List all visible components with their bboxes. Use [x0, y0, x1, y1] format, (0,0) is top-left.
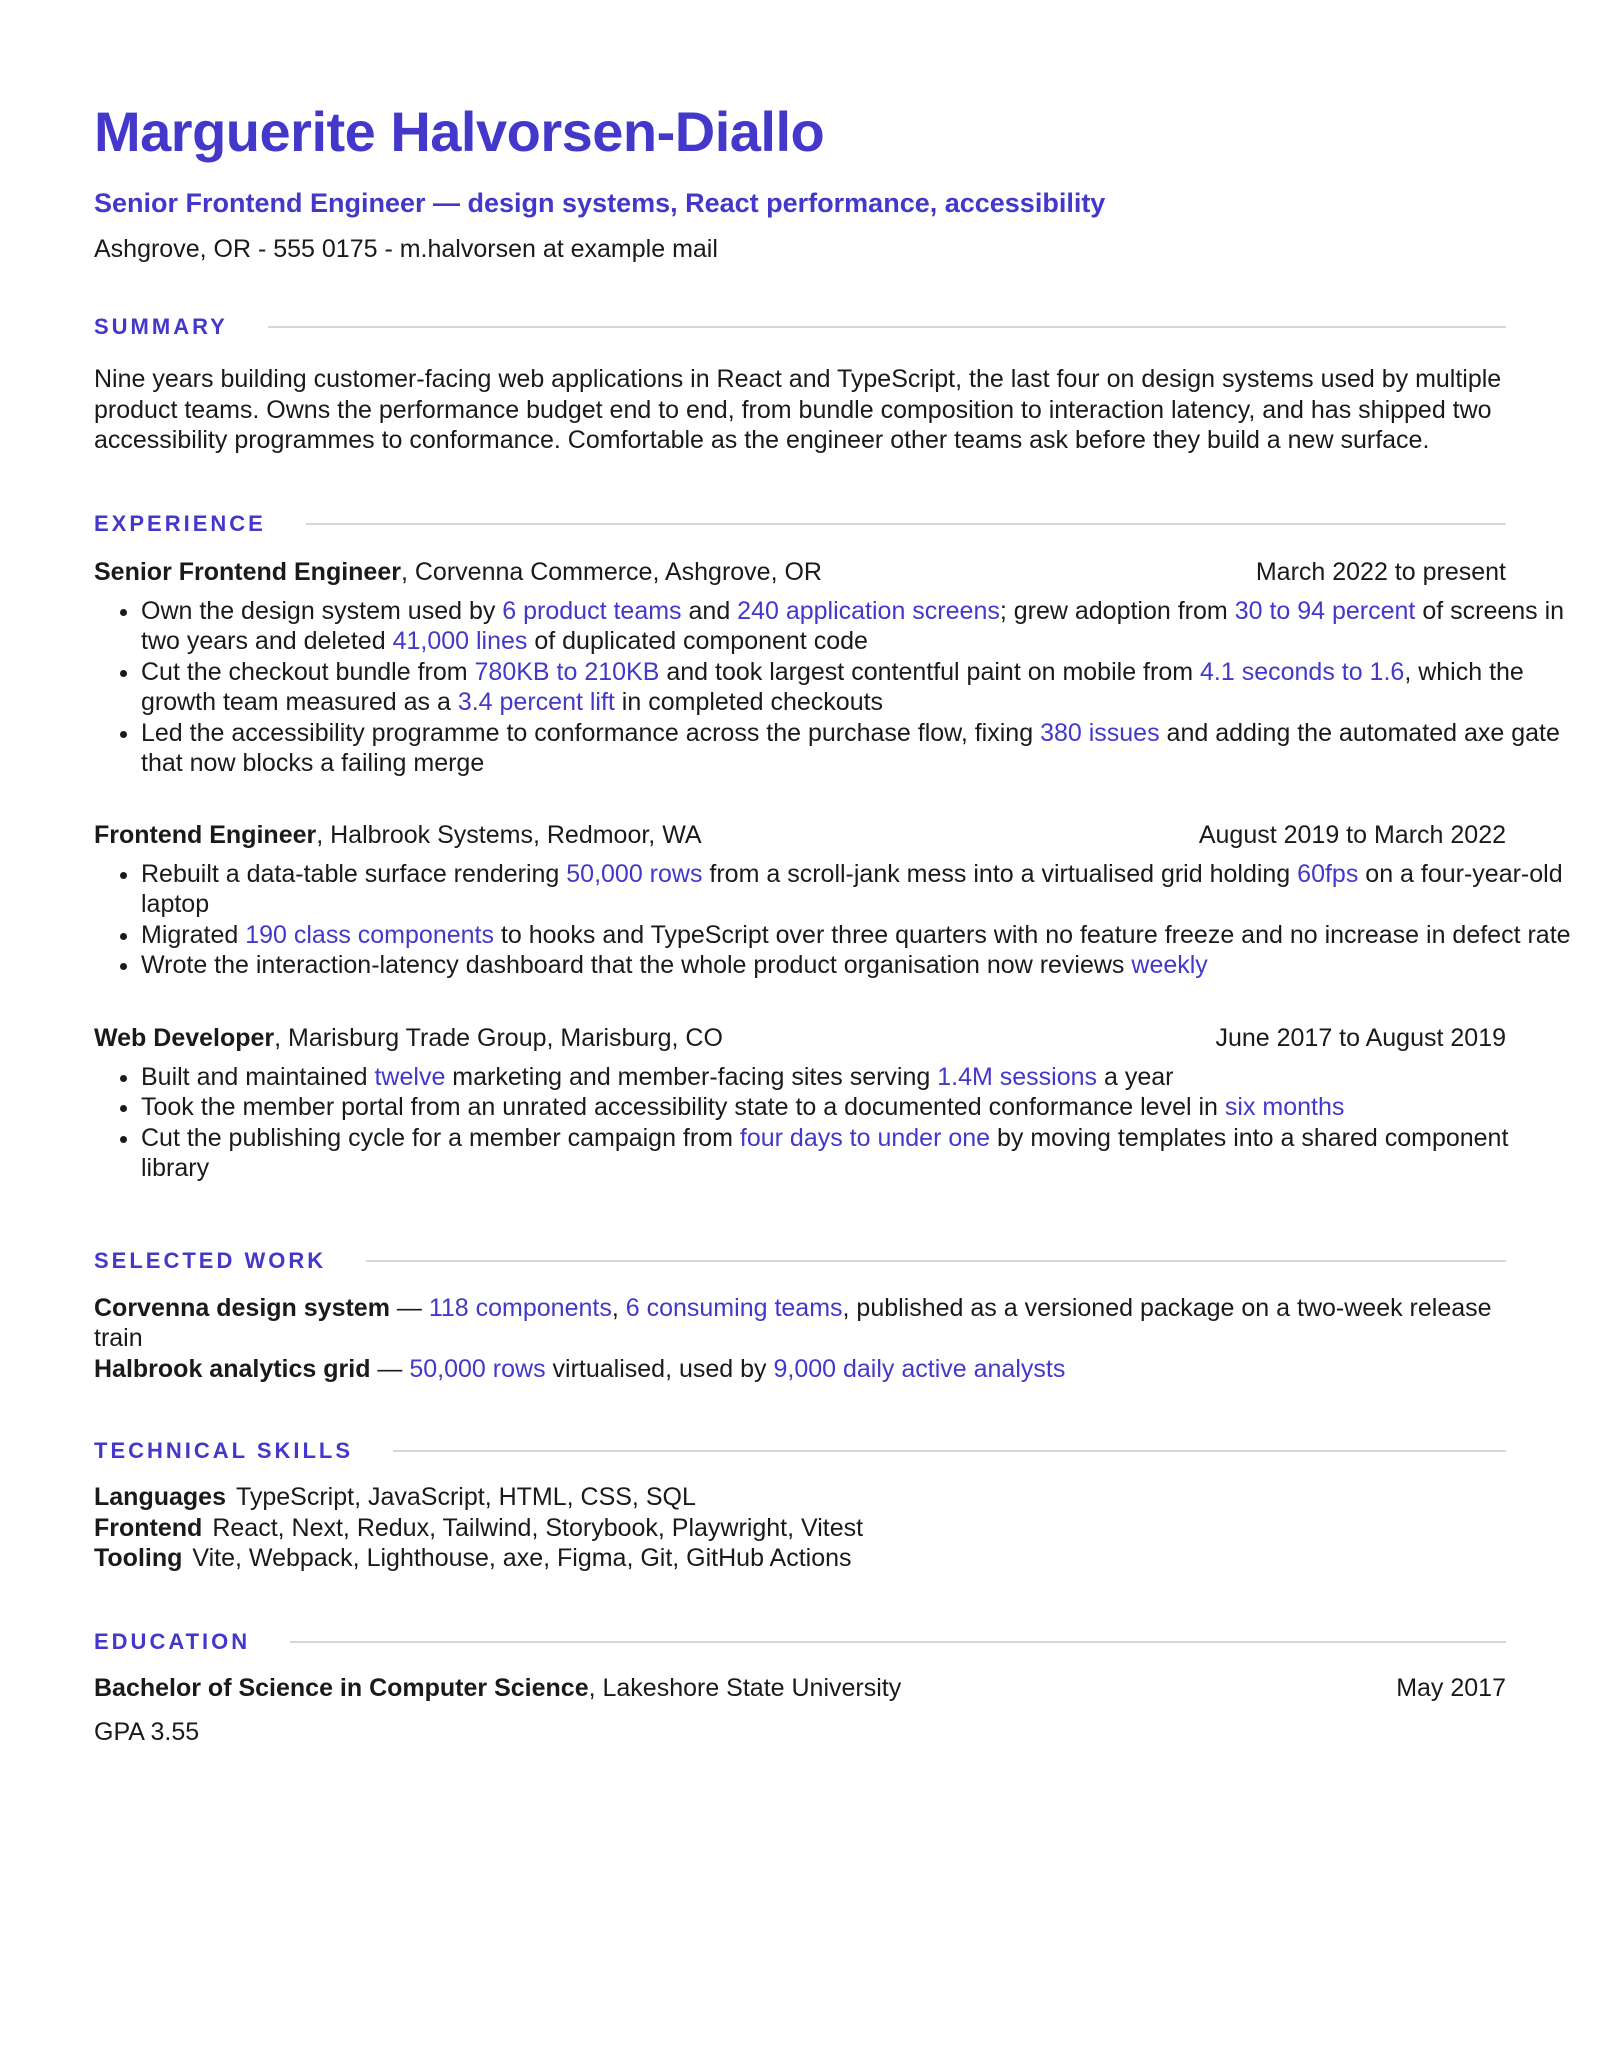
bullet-item	[141, 1062, 1578, 1093]
bullet-item	[141, 950, 1578, 981]
highlight-metric: 50,000 rows	[566, 859, 703, 888]
education-header	[94, 1627, 1506, 1657]
text-run: of duplicated component code	[527, 627, 868, 655]
text-run: —	[370, 1354, 410, 1383]
text-run: and	[681, 596, 738, 625]
skill-value: React, Next, Redux, Tailwind, Storybook, Playwright, Vitest	[212, 1513, 864, 1542]
bullet-item	[141, 920, 1578, 951]
summary-title: SUMMARY	[94, 314, 228, 339]
gpa: GPA 3.55	[94, 1717, 200, 1746]
highlight-metric: 60fps	[1297, 859, 1359, 888]
summary-header	[94, 312, 1506, 342]
job-title-line	[94, 820, 702, 850]
highlight-metric: four days to under one	[739, 1123, 991, 1152]
candidate-name: Marguerite Halvorsen-Diallo	[94, 100, 825, 163]
experience-title: EXPERIENCE	[94, 510, 266, 536]
job-entry	[94, 820, 1571, 981]
highlight-metric: 118 components	[428, 1293, 612, 1322]
education-title: EDUCATION	[94, 1628, 251, 1654]
work-item	[94, 1354, 1506, 1385]
degree-line	[94, 1673, 901, 1703]
work-item	[94, 1293, 1506, 1354]
text-run: Cut the publishing cycle for a member campaign from	[141, 1123, 740, 1152]
summary-text: Nine years building customer-facing web applications in React and TypeScript, the last four on design systems used by multiple product teams. Owns the performance budget end to end, from bundle composition to interaction latency, and has shipped two accessibility programmes to conformance. Comfortable as the engineer other teams ask before they build a new surface.	[94, 365, 1502, 454]
selected-work-section	[94, 1246, 1506, 1385]
graduation-date: May 2017	[1396, 1673, 1506, 1702]
education-entry	[94, 1673, 1506, 1703]
job-bullets	[94, 859, 1578, 981]
highlight-metric: 30 to 94 percent	[1234, 596, 1416, 625]
job-entry	[94, 1023, 1509, 1184]
text-run: virtualised, used by	[545, 1354, 774, 1383]
highlight-metric: 50,000 rows	[409, 1354, 546, 1383]
selected-work-list	[94, 1293, 1506, 1385]
highlight-metric: 190 class components	[245, 920, 494, 949]
highlight-metric: 41,000 lines	[392, 627, 528, 655]
section-divider	[306, 523, 1506, 525]
experience-section	[94, 509, 1571, 1184]
job-role: Web Developer	[94, 1023, 275, 1052]
text-run: a year	[1097, 1062, 1174, 1091]
skill-row	[94, 1543, 1506, 1574]
skill-label: Frontend	[94, 1513, 203, 1542]
highlight-metric: 6 product teams	[502, 596, 682, 625]
text-run: ; grew adoption from	[999, 596, 1235, 625]
job-role: Frontend Engineer	[94, 820, 317, 849]
selected-work-title: SELECTED WORK	[94, 1247, 327, 1273]
text-run: by moving templates into a shared component library	[141, 1123, 1509, 1182]
section-divider	[290, 1641, 1506, 1643]
summary-section	[94, 312, 1506, 456]
skill-value: TypeScript, JavaScript, HTML, CSS, SQL	[235, 1483, 696, 1511]
text-run: Built and maintained	[141, 1062, 375, 1091]
tagline: Senior Frontend Engineer — design systems, React performance, accessibility	[94, 188, 1106, 218]
highlight-metric: 6 consuming teams	[625, 1293, 843, 1322]
highlight-metric: 780KB to 210KB	[474, 657, 660, 686]
highlight-metric: 1.4M sessions	[937, 1062, 1098, 1091]
skills-section	[94, 1436, 1506, 1574]
education-section	[94, 1627, 1506, 1747]
skill-row	[94, 1482, 1506, 1513]
highlight-metric: 3.4 percent lift	[457, 688, 615, 716]
highlight-metric: twelve	[374, 1062, 446, 1091]
skill-label: Tooling	[94, 1544, 183, 1572]
skills-header	[94, 1436, 1506, 1466]
bullet-item	[141, 596, 1578, 657]
school: , Lakeshore State University	[588, 1673, 902, 1702]
degree: Bachelor of Science in Computer Science	[94, 1673, 589, 1702]
bullet-item	[141, 1123, 1578, 1184]
text-run: marketing and member-facing sites serving	[445, 1062, 938, 1091]
text-run: ,	[611, 1293, 626, 1322]
text-run: and adding the automated axe gate that now blocks a failing merge	[141, 718, 1560, 777]
skill-value: Vite, Webpack, Lighthouse, axe, Figma, Git, GitHub Actions	[192, 1544, 852, 1572]
text-run: Wrote the interaction-latency dashboard that the whole product organisation now reviews	[141, 951, 1132, 979]
bold-text: Corvenna design system	[94, 1293, 390, 1322]
job-bullets	[94, 1062, 1578, 1184]
job-header	[94, 820, 1506, 850]
text-run: and took largest contentful paint on mobile from	[659, 657, 1200, 686]
job-bullets	[94, 596, 1578, 779]
job-entry	[94, 557, 1565, 779]
highlight-metric: 240 application screens	[737, 596, 1000, 625]
text-run: , published as a versioned package on a two-week release train	[94, 1293, 1492, 1352]
section-divider	[268, 326, 1506, 328]
highlight-metric: 4.1 seconds to 1.6	[1200, 657, 1405, 686]
section-divider	[393, 1450, 1506, 1452]
skill-label: Languages	[94, 1483, 226, 1511]
text-run: on a four-year-old laptop	[141, 859, 1563, 918]
skills-list	[94, 1482, 1506, 1574]
highlight-metric: 9,000 daily active analysts	[773, 1354, 1066, 1383]
contact-line: Ashgrove, OR - 555 0175 - m.halvorsen at example mail	[94, 235, 718, 263]
job-org: , Halbrook Systems, Redmoor, WA	[316, 820, 702, 849]
text-run: of screens in two years and deleted	[141, 596, 1565, 655]
text-run: Led the accessibility programme to conformance across the purchase flow, fixing	[141, 718, 1041, 747]
highlight-metric: 380 issues	[1040, 718, 1160, 747]
text-run: , which the growth team measured as a	[141, 657, 1524, 716]
bullet-item	[141, 859, 1578, 920]
bold-text: Halbrook analytics grid	[94, 1354, 371, 1383]
bullet-item	[141, 1092, 1578, 1123]
job-dates: March 2022 to present	[1255, 557, 1506, 586]
text-run: Rebuilt a data-table surface rendering	[141, 859, 567, 888]
job-org: , Corvenna Commerce, Ashgrove, OR	[400, 557, 822, 586]
job-header	[94, 1023, 1506, 1053]
text-run: Migrated	[141, 920, 246, 949]
text-run: Cut the checkout bundle from	[141, 657, 475, 686]
job-dates: June 2017 to August 2019	[1215, 1023, 1506, 1052]
experience-header	[94, 509, 1506, 539]
bullet-item	[141, 657, 1578, 718]
job-org: , Marisburg Trade Group, Marisburg, CO	[274, 1023, 723, 1052]
resume-page	[94, 96, 1571, 1747]
text-run: Took the member portal from an unrated accessibility state to a documented conformance level in	[141, 1093, 1225, 1121]
skills-title: TECHNICAL SKILLS	[94, 1438, 354, 1463]
text-run: in completed checkouts	[614, 688, 884, 716]
highlight-metric: six months	[1224, 1093, 1345, 1121]
job-title-line	[94, 1023, 723, 1053]
job-header	[94, 557, 1506, 587]
text-run: —	[389, 1293, 429, 1322]
text-run: Own the design system used by	[141, 596, 503, 625]
job-role: Senior Frontend Engineer	[94, 557, 401, 586]
text-run: to hooks and TypeScript over three quarters with no feature freeze and no increase in defect rate	[493, 920, 1571, 949]
selected-work-header	[94, 1246, 1506, 1276]
skill-row	[94, 1513, 1506, 1544]
job-dates: August 2019 to March 2022	[1198, 820, 1506, 849]
bullet-item	[141, 718, 1578, 779]
highlight-metric: weekly	[1131, 951, 1208, 979]
section-divider	[366, 1260, 1506, 1262]
text-run: from a scroll-jank mess into a virtualised grid holding	[702, 859, 1298, 888]
job-title-line	[94, 557, 822, 587]
